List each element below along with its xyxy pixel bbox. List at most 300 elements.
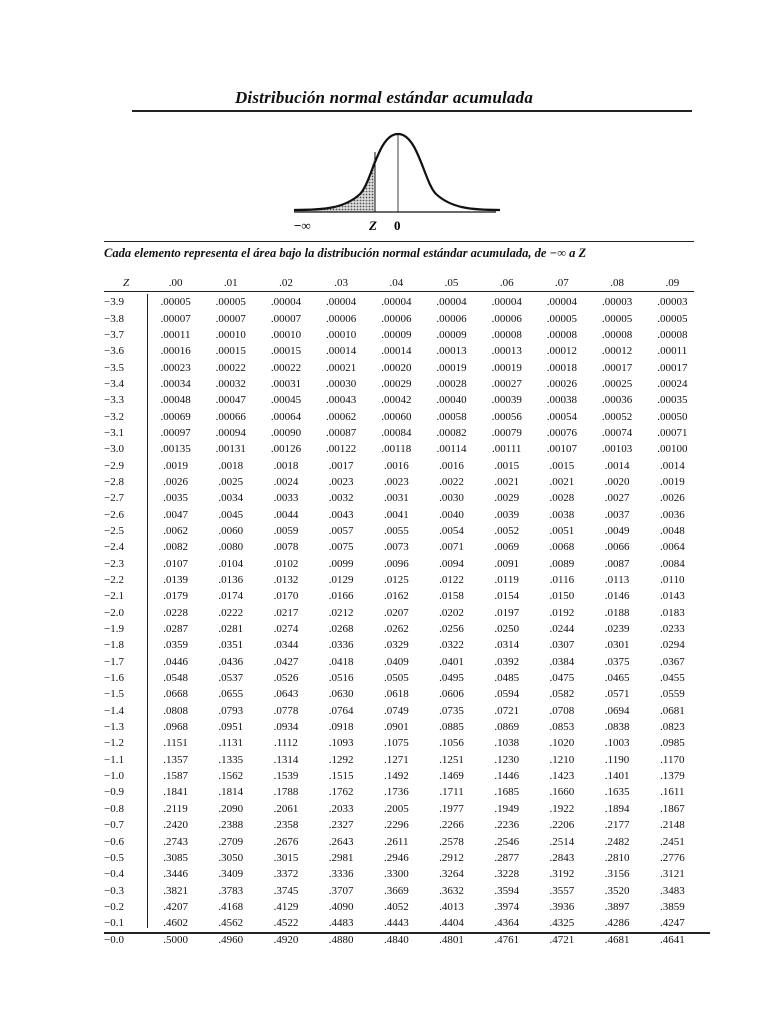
column-header: .06	[499, 277, 514, 289]
table-cell: .0548	[163, 672, 188, 685]
table-cell: .00010	[215, 328, 246, 341]
table-cell: .0089	[549, 557, 575, 570]
table-cell: .00004	[326, 296, 357, 309]
table-row	[104, 359, 700, 375]
table-cell: .0495	[439, 672, 464, 685]
table-cell: .1977	[439, 802, 464, 815]
table-cell: .2033	[328, 802, 354, 815]
table-cell: .00118	[381, 443, 412, 456]
table-cell: .0027	[604, 492, 630, 505]
table-cell: .0401	[439, 655, 464, 668]
z-value: −0.7	[104, 819, 124, 832]
z-column-header: Z	[122, 277, 130, 289]
table-cell: .0032	[328, 492, 354, 505]
table-row	[104, 327, 700, 343]
table-cell: .0322	[439, 639, 464, 652]
table-cell: .0082	[163, 541, 188, 554]
table-cell: .0392	[494, 655, 520, 668]
table-row	[104, 801, 700, 817]
table-cell: .0052	[494, 524, 520, 537]
table-cell: .2206	[549, 819, 575, 832]
table-cell: .00005	[546, 312, 578, 325]
table-cell: .0014	[659, 459, 685, 472]
table-cell: .4052	[383, 900, 409, 913]
table-cell: .0016	[383, 459, 409, 472]
table-cell: .0233	[659, 623, 685, 636]
table-cell: .1762	[328, 786, 354, 799]
z-value: −1.0	[104, 770, 124, 783]
z-value: −3.4	[104, 377, 124, 390]
table-cell: .3446	[163, 868, 188, 881]
table-row	[104, 654, 700, 670]
table-cell: .4364	[494, 917, 520, 930]
table-cell: .0934	[273, 721, 299, 734]
column-header: .07	[555, 277, 569, 289]
table-cell: .00006	[436, 312, 467, 325]
table-row	[104, 457, 700, 473]
column-header: .08	[610, 277, 624, 289]
table-cell: .0294	[659, 639, 685, 652]
table-cell: .1611	[660, 786, 685, 799]
table-cell: .3897	[604, 900, 630, 913]
table-cell: .0643	[273, 688, 299, 701]
table-cell: .0136	[218, 574, 244, 587]
table-cell: .00060	[381, 410, 412, 423]
table-cell: .3336	[328, 868, 354, 881]
table-cell: .0096	[383, 557, 409, 570]
table-cell: .00027	[491, 377, 522, 390]
table-cell: .0174	[218, 590, 244, 603]
z-value: −2.2	[104, 574, 124, 587]
z-value: −3.5	[104, 361, 124, 374]
table-cell: .0409	[383, 655, 409, 668]
table-cell: .1093	[328, 737, 354, 750]
z-value: −2.3	[104, 557, 124, 570]
table-cell: .0351	[218, 639, 244, 652]
table-cell: .3821	[163, 884, 188, 897]
z-value: −1.8	[104, 639, 124, 652]
z-value: −3.9	[104, 296, 124, 309]
table-cell: .0026	[163, 475, 188, 488]
table-cell: .2420	[163, 819, 188, 832]
table-cell: .00042	[381, 394, 412, 407]
table-cell: .2061	[273, 802, 299, 815]
table-cell: .00004	[270, 296, 302, 309]
table-cell: .1379	[659, 770, 685, 783]
table-cell: .00005	[601, 312, 633, 325]
table-cell: .00052	[601, 410, 633, 423]
table-cell: .3936	[549, 900, 575, 913]
table-cell: .0708	[549, 704, 575, 717]
table-cell: .0202	[439, 606, 464, 619]
z-value: −1.6	[104, 672, 124, 685]
table-cell: .0197	[494, 606, 520, 619]
normal-curve-figure	[290, 124, 500, 234]
table-cell: .0044	[273, 508, 299, 521]
table-cell: .00064	[270, 410, 302, 423]
table-cell: .1788	[273, 786, 299, 799]
column-header: .03	[334, 277, 349, 289]
table-cell: .3783	[218, 884, 244, 897]
table-cell: .0017	[328, 459, 354, 472]
table-cell: .00003	[601, 296, 633, 309]
table-row	[104, 882, 700, 898]
table-cell: .00062	[326, 410, 357, 423]
table-cell: .0244	[549, 623, 575, 636]
column-header: .00	[168, 277, 183, 289]
table-cell: .0516	[328, 672, 354, 685]
table-cell: .1446	[494, 770, 520, 783]
table-cell: .0018	[218, 459, 244, 472]
table-cell: .0274	[273, 623, 299, 636]
table-cell: .0793	[218, 704, 244, 717]
z-value: −2.4	[104, 541, 124, 554]
table-cell: .0078	[273, 541, 299, 554]
table-cell: .00034	[160, 377, 191, 390]
table-cell: .00107	[546, 443, 578, 456]
table-cell: .0618	[383, 688, 409, 701]
table-row	[104, 425, 700, 441]
table-cell: .0694	[604, 704, 630, 717]
table-cell: .0336	[328, 639, 354, 652]
table-cell: .0446	[163, 655, 188, 668]
table-cell: .0239	[604, 623, 630, 636]
table-cell: .00018	[546, 361, 578, 374]
z-value: −1.5	[104, 688, 124, 701]
z-value: −0.4	[104, 868, 124, 881]
table-cell: .0026	[659, 492, 685, 505]
z-value: −2.0	[104, 606, 124, 619]
table-cell: .1660	[549, 786, 575, 799]
table-cell: .00100	[657, 443, 688, 456]
table-cell: .0062	[163, 524, 188, 537]
table-row	[104, 670, 700, 686]
table-row	[104, 343, 700, 359]
z-value: −3.6	[104, 345, 124, 358]
table-cell: .00011	[160, 328, 191, 341]
table-cell: .1075	[383, 737, 409, 750]
table-cell: .0043	[328, 508, 354, 521]
table-cell: .00012	[601, 345, 633, 358]
table-row	[104, 637, 700, 653]
table-cell: .00048	[160, 394, 191, 407]
table-cell: .0571	[604, 688, 630, 701]
table-row	[104, 310, 700, 326]
table-cell: .1841	[163, 786, 188, 799]
table-cell: .1003	[604, 737, 630, 750]
table-cell: .3859	[659, 900, 685, 913]
z-value: −1.1	[104, 753, 124, 766]
table-row	[104, 572, 700, 588]
table-cell: .0150	[549, 590, 575, 603]
table-row	[104, 490, 700, 506]
table-cell: .2327	[328, 819, 354, 832]
table-row	[104, 719, 700, 735]
table-cell: .0055	[383, 524, 409, 537]
table-row	[104, 833, 700, 849]
table-cell: .00008	[491, 328, 522, 341]
table-cell: .0735	[439, 704, 464, 717]
table-cell: .1539	[273, 770, 299, 783]
table-cell: .00010	[270, 328, 302, 341]
table-cell: .1515	[328, 770, 354, 783]
table-cell: .0314	[494, 639, 520, 652]
z-value: −1.7	[104, 655, 124, 668]
table-cell: .00019	[436, 361, 467, 374]
table-cell: .0681	[659, 704, 685, 717]
table-cell: .2358	[273, 819, 299, 832]
z-table	[104, 272, 700, 948]
table-cell: .1131	[218, 737, 243, 750]
z-label: Z	[369, 218, 377, 233]
table-cell: .4404	[439, 917, 464, 930]
table-cell: .00026	[546, 377, 578, 390]
table-cell: .0764	[328, 704, 354, 717]
table-row	[104, 621, 700, 637]
table-cell: .0104	[218, 557, 244, 570]
table-cell: .00004	[381, 296, 412, 309]
table-cell: .0262	[383, 623, 409, 636]
z-value: −0.5	[104, 851, 124, 864]
table-cell: .00036	[601, 394, 633, 407]
table-cell: .0869	[494, 721, 520, 734]
z-value: −0.6	[104, 835, 124, 848]
table-cell: .0080	[218, 541, 244, 554]
table-row	[104, 408, 700, 424]
table-cell: .00030	[326, 377, 357, 390]
table-row	[104, 850, 700, 866]
table-cell: .00111	[492, 443, 522, 456]
table-cell: .1335	[218, 753, 244, 766]
table-cell: .0192	[549, 606, 575, 619]
table-cell: .0778	[273, 704, 299, 717]
table-cell: .0838	[604, 721, 630, 734]
table-cell: .0668	[163, 688, 188, 701]
table-cell: .0985	[659, 737, 685, 750]
zero-label: 0	[394, 218, 401, 233]
table-cell: .2810	[604, 851, 630, 864]
table-cell: .4090	[328, 900, 354, 913]
table-cell: .0222	[218, 606, 244, 619]
table-cell: .1423	[549, 770, 575, 783]
table-cell: .3156	[604, 868, 630, 881]
table-cell: .00003	[657, 296, 688, 309]
table-cell: .0367	[659, 655, 685, 668]
table-cell: .0040	[439, 508, 464, 521]
table-cell: .00007	[270, 312, 302, 325]
column-header: .05	[444, 277, 459, 289]
table-cell: .4721	[549, 933, 575, 946]
table-cell: .0020	[604, 475, 630, 488]
table-cell: .00035	[657, 394, 688, 407]
table-cell: .00017	[657, 361, 688, 374]
table-cell: .3669	[383, 884, 409, 897]
table-cell: .1251	[439, 753, 464, 766]
table-cell: .1492	[383, 770, 409, 783]
table-cell: .0021	[549, 475, 575, 488]
z-value: −2.5	[104, 524, 124, 537]
table-cell: .0066	[604, 541, 630, 554]
table-cell: .4483	[328, 917, 354, 930]
table-cell: .1401	[604, 770, 630, 783]
table-cell: .0091	[494, 557, 520, 570]
table-cell: .0207	[383, 606, 409, 619]
table-cell: .2578	[439, 835, 464, 848]
table-cell: .0099	[328, 557, 354, 570]
table-cell: .2482	[604, 835, 630, 848]
table-cell: .1210	[549, 753, 575, 766]
table-cell: .4960	[218, 933, 244, 946]
table-row	[104, 523, 700, 539]
table-cell: .4286	[604, 917, 630, 930]
table-cell: .0179	[163, 590, 188, 603]
table-cell: .00019	[491, 361, 522, 374]
column-header: .01	[223, 277, 238, 289]
shaded-area	[294, 152, 375, 212]
table-cell: .0075	[328, 541, 354, 554]
z-value: −0.2	[104, 900, 124, 913]
table-cell: .00009	[381, 328, 412, 341]
table-cell: .1949	[494, 802, 520, 815]
table-cell: .0307	[549, 639, 575, 652]
z-value: −2.8	[104, 475, 124, 488]
table-cell: .4207	[163, 900, 188, 913]
table-cell: .0505	[383, 672, 409, 685]
table-cell: .00007	[215, 312, 246, 325]
table-cell: .3520	[604, 884, 630, 897]
table-cell: .3192	[549, 868, 575, 881]
table-cell: .4761	[494, 933, 520, 946]
z-value: −0.3	[104, 884, 124, 897]
table-row	[104, 703, 700, 719]
table-cell: .0030	[439, 492, 464, 505]
table-row	[104, 899, 700, 915]
table-cell: .0033	[273, 492, 299, 505]
table-cell: .00058	[436, 410, 467, 423]
table-cell: .3632	[439, 884, 464, 897]
table-cell: .1112	[274, 737, 298, 750]
table-cell: .0122	[439, 574, 464, 587]
table-cell: .1271	[383, 753, 409, 766]
table-cell: .0375	[604, 655, 630, 668]
table-cell: .00084	[381, 426, 412, 439]
z-value: −3.7	[104, 328, 124, 341]
table-cell: .3745	[273, 884, 299, 897]
table-row	[104, 735, 700, 751]
table-cell: .2981	[328, 851, 354, 864]
table-cell: .00071	[657, 426, 688, 439]
table-cell: .2946	[383, 851, 409, 864]
table-cell: .3594	[494, 884, 520, 897]
table-cell: .1814	[218, 786, 244, 799]
table-cell: .4129	[273, 900, 299, 913]
table-row	[104, 392, 700, 408]
z-value: −3.1	[104, 426, 124, 439]
table-cell: .0087	[604, 557, 630, 570]
table-cell: .1685	[494, 786, 520, 799]
table-cell: .00006	[491, 312, 522, 325]
table-cell: .3121	[659, 868, 685, 881]
table-row	[104, 768, 700, 784]
table-cell: .0344	[273, 639, 299, 652]
table-cell: .0116	[549, 574, 575, 587]
table-cell: .0158	[439, 590, 464, 603]
page-title: Distribución normal estándar acumulada	[234, 88, 534, 107]
table-cell: .1736	[383, 786, 409, 799]
table-cell: .0113	[604, 574, 630, 587]
table-cell: .00054	[546, 410, 578, 423]
table-cell: .0094	[439, 557, 464, 570]
table-cell: .00103	[601, 443, 633, 456]
table-cell: .00087	[326, 426, 357, 439]
table-cell: .0436	[218, 655, 244, 668]
table-cell: .00039	[491, 394, 522, 407]
table-cell: .00024	[657, 377, 688, 390]
table-cell: .00007	[160, 312, 191, 325]
table-cell: .0384	[549, 655, 575, 668]
table-cell: .0721	[494, 704, 520, 717]
table-cell: .0038	[549, 508, 575, 521]
table-cell: .0035	[163, 492, 188, 505]
table-cell: .3264	[439, 868, 464, 881]
table-cell: .0485	[494, 672, 520, 685]
table-cell: .00008	[601, 328, 633, 341]
z-value: −0.1	[104, 917, 124, 930]
table-cell: .3085	[163, 851, 188, 864]
table-cell: .0281	[218, 623, 244, 636]
table-cell: .2877	[494, 851, 520, 864]
table-cell: .00023	[160, 361, 191, 374]
table-cell: .2266	[439, 819, 464, 832]
table-cell: .1922	[549, 802, 575, 815]
table-cell: .0031	[383, 492, 409, 505]
table-row	[104, 686, 700, 702]
table-cell: .0023	[383, 475, 409, 488]
table-cell: .0853	[549, 721, 575, 734]
table-cell: .0060	[218, 524, 244, 537]
table-cell: .0015	[494, 459, 520, 472]
table-cell: .00114	[436, 443, 467, 456]
table-cell: .0019	[659, 475, 685, 488]
table-row	[104, 752, 700, 768]
table-cell: .00016	[160, 345, 191, 358]
table-cell: .00013	[436, 345, 467, 358]
table-cell: .0015	[549, 459, 575, 472]
z-value: −3.2	[104, 410, 124, 423]
table-cell: .3228	[494, 868, 520, 881]
table-cell: .0119	[494, 574, 519, 587]
z-value: −2.1	[104, 590, 124, 603]
title-rule	[132, 110, 692, 112]
table-cell: .0059	[273, 524, 299, 537]
table-cell: .00020	[381, 361, 412, 374]
z-value: −0.9	[104, 786, 124, 799]
table-cell: .00008	[546, 328, 578, 341]
table-cell: .1292	[328, 753, 354, 766]
table-cell: .0102	[273, 557, 299, 570]
table-cell: .5000	[163, 933, 188, 946]
z-value: −1.9	[104, 623, 124, 636]
z-value: −2.6	[104, 508, 124, 521]
table-cell: .00022	[215, 361, 246, 374]
table-cell: .0069	[494, 541, 520, 554]
bell-curve	[294, 134, 500, 210]
table-cell: .2611	[384, 835, 409, 848]
table-cell: .00028	[436, 377, 467, 390]
table-cell: .0057	[328, 524, 354, 537]
table-cell: .00015	[215, 345, 246, 358]
table-cell: .0022	[439, 475, 464, 488]
